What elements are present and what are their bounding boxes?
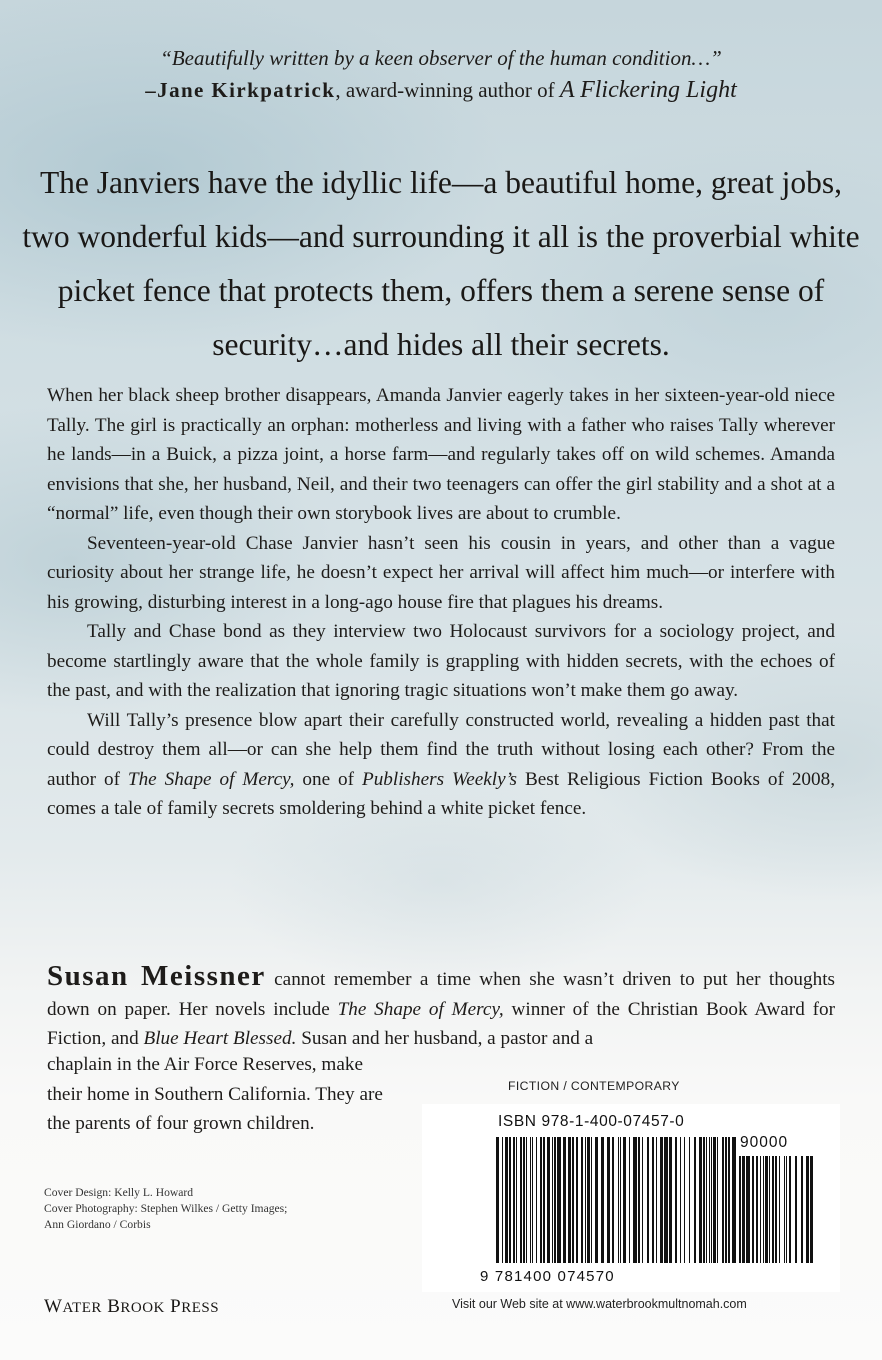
quote-author: Jane Kirkpatrick bbox=[157, 78, 336, 102]
isbn-number: ISBN 978-1-400-07457-0 bbox=[498, 1113, 685, 1130]
author-bio: Susan Meissner cannot remember a time when she wasn’t driven to put her thoughts down on paper. Her novels include The Shape of Mercy, winner of the Christian Book Award for Fiction, and Blue Heart Blessed. Susan and her husband, a pastor and a bbox=[47, 960, 836, 1049]
description-paragraph-3: Tally and Chase bond as they interview two Holocaust survivors for a sociology project, and become startlingly aware that the whole family is grappling with hidden secrets, with the echoes of the past, and with the realization that ignoring tragic situations won’t make them go away. bbox=[47, 621, 835, 701]
description-paragraph-2: Seventeen-year-old Chase Janvier hasn’t seen his cousin in years, and other than a vague curiosity about her strange life, he doesn’t expect her arrival will affect him much—or interfere with his growing, disturbing interest in a long-ago house fire that plagues his dreams. bbox=[47, 532, 835, 613]
tagline: The Janviers have the idyllic life—a beautiful home, great jobs, two wonderful kids—and surrounding it all is the proverbial white picket fence that protects them, offers them a serene sense of security…and hides all their secrets. bbox=[22, 165, 860, 362]
credit-photography: Cover Photography: Stephen Wilkes / Getty Images; bbox=[44, 1202, 288, 1215]
quote-descriptor: , award-winning author of bbox=[335, 78, 560, 102]
price-code: 90000 bbox=[740, 1134, 789, 1151]
endorsement-quote bbox=[0, 42, 882, 106]
cover-credits bbox=[44, 1185, 374, 1233]
credit-photography-2: Ann Giordano / Corbis bbox=[44, 1218, 151, 1231]
credit-design: Cover Design: Kelly L. Howard bbox=[44, 1186, 194, 1199]
description-paragraph-4: Will Tally’s presence blow apart their carefully constructed world, revealing a hidden past that could destroy them all—or can she help them find the truth without losing each other? From the author of The Shape of Mercy, one of Publishers Weekly’s Best Religious Fiction Books of 2008, comes a tale of family secrets smoldering behind a white picket fence. bbox=[47, 709, 835, 819]
price-barcode-icon bbox=[739, 1156, 815, 1263]
book-description bbox=[47, 381, 835, 824]
quote-book-title: A Flickering Light bbox=[559, 77, 737, 103]
quote-text: “Beautifully written by a keen observer of the human condition…” bbox=[160, 46, 722, 70]
quote-attribution: –Jane Kirkpatrick, award-winning author of A Flickering Light bbox=[145, 77, 737, 103]
category-label: FICTION / CONTEMPORARY bbox=[508, 1079, 680, 1093]
publisher-logo: WATER BROOK PRESS bbox=[44, 1296, 220, 1317]
author-name: Susan Meissner bbox=[47, 960, 266, 992]
ean-digits: 9 781400 074570 bbox=[480, 1268, 615, 1285]
author-bio-continued: chaplain in the Air Force Reserves, make their home in Southern California. They are the parents of four grown children. bbox=[47, 1054, 383, 1134]
description-paragraph-1: When her black sheep brother disappears, Amanda Janvier eagerly takes in her sixteen-year-old niece Tally. The girl is practically an orphan: motherless and living with a father who raises Tally wherever he lands—in a Buick, a pizza joint, a horse farm—and regularly takes off on wild schemes. Amanda envisions that she, her husband, Neil, and their two teenagers can offer the girl stability and a shot at a “normal” life, even though their own storybook lives are about to crumble. bbox=[47, 385, 835, 524]
barcode-icon bbox=[496, 1137, 736, 1263]
website-line: Visit our Web site at www.waterbrookmultnomah.com bbox=[452, 1297, 747, 1311]
